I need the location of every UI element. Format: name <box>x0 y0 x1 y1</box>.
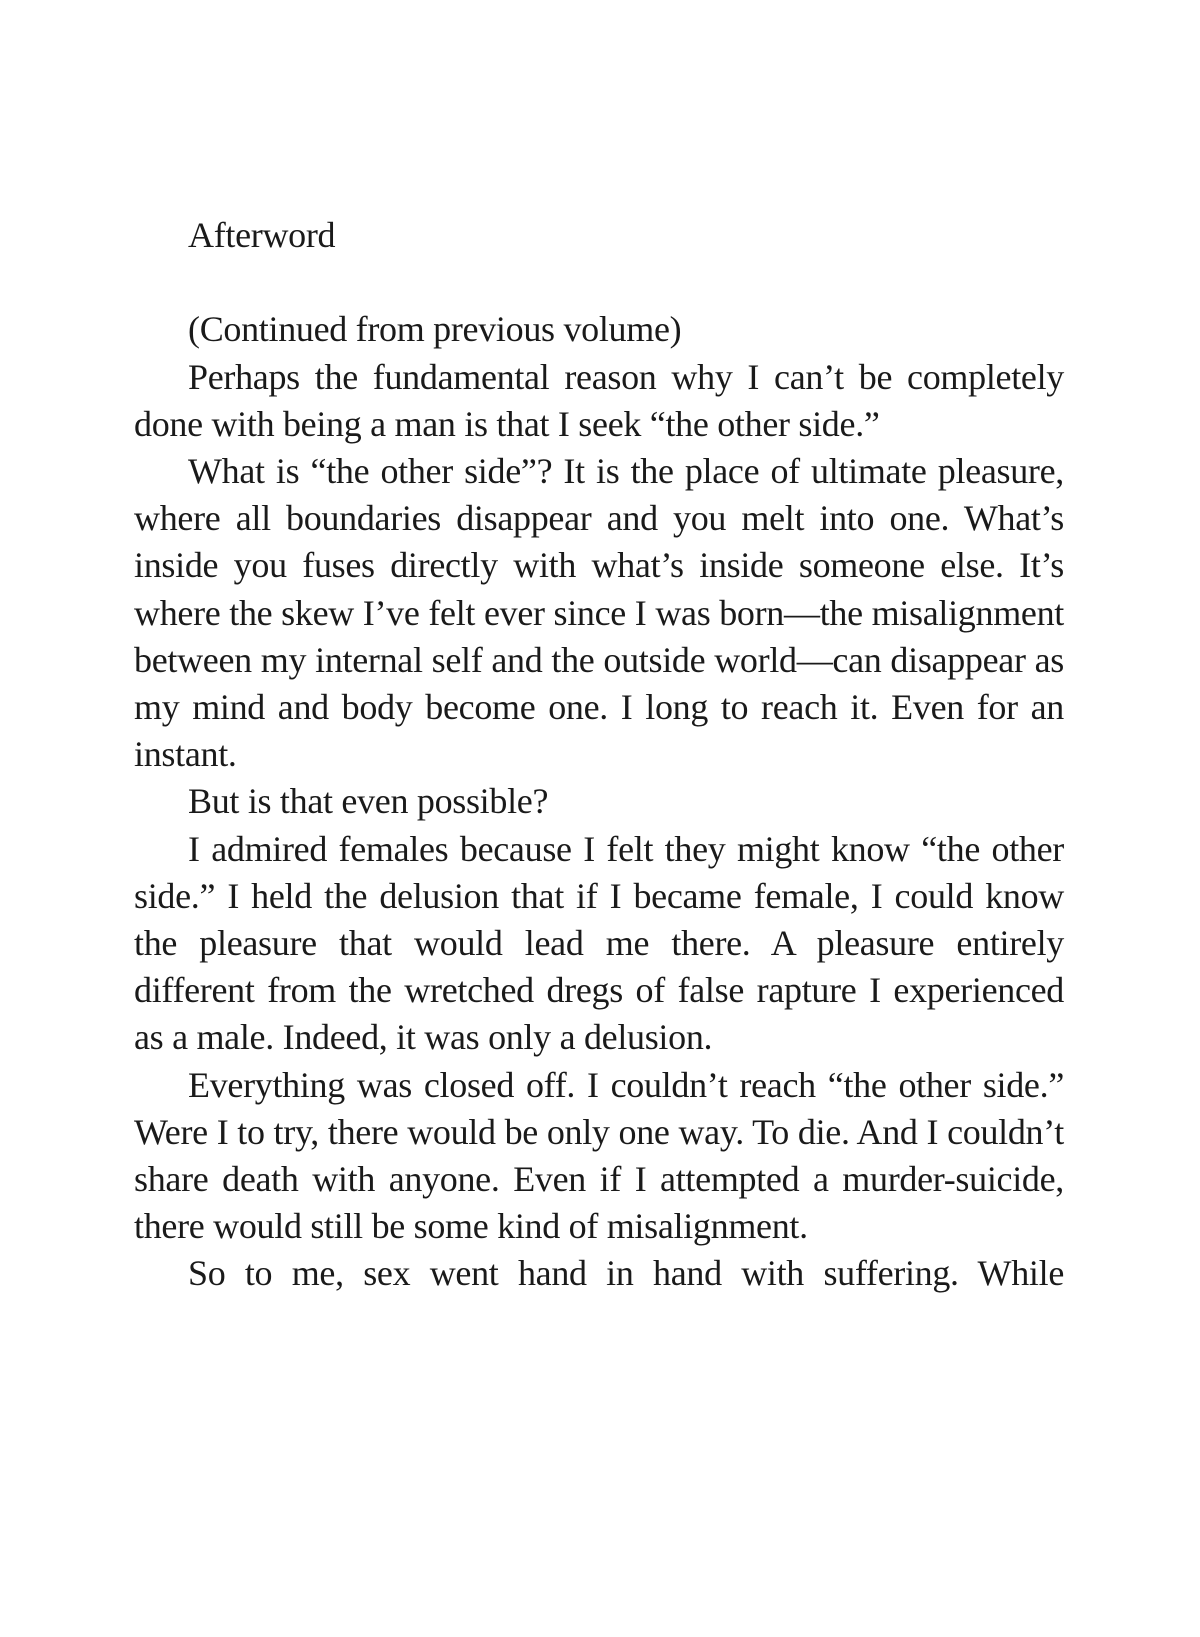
paragraph: I admired females because I felt they might know “the other side.” I held the delusion that if I became female, I could know the pleasure that would lead me there. A pleasure entirely different from the wretched dregs of false rapture I experienced as a male. Indeed, it was only a delusion. <box>134 828 1064 1058</box>
page-text <box>134 212 1064 1298</box>
paragraph: Perhaps the fundamental reason why I can’t be completely done with being a man is that I seek “the other side.” <box>134 356 1064 444</box>
heading-spacer <box>134 259 1064 306</box>
paragraph: But is that even possible? <box>188 781 549 822</box>
chapter-heading: Afterword <box>188 215 336 255</box>
paragraph: Everything was closed off. I couldn’t reach “the other side.” Were I to try, there would be only one way. To die. And I couldn’t share death with anyone. Even if I attempted a murder-suicide, there would still be some kind of misalignment. <box>134 1064 1064 1247</box>
paragraph: What is “the other side”? It is the place of ultimate pleasure, where all boundaries disappear and you melt into one. What’s inside you fuses directly with what’s inside someone else. It’s where the skew I’ve felt ever since I was born—the misalignment between my internal self and the outside world—can disappear as my mind and body become one. I long to reach it. Even for an instant. <box>134 451 1064 775</box>
paragraph: (Continued from previous volume) <box>188 309 682 350</box>
paragraph: So to me, sex went hand in hand with suffering. While <box>188 1253 1064 1294</box>
